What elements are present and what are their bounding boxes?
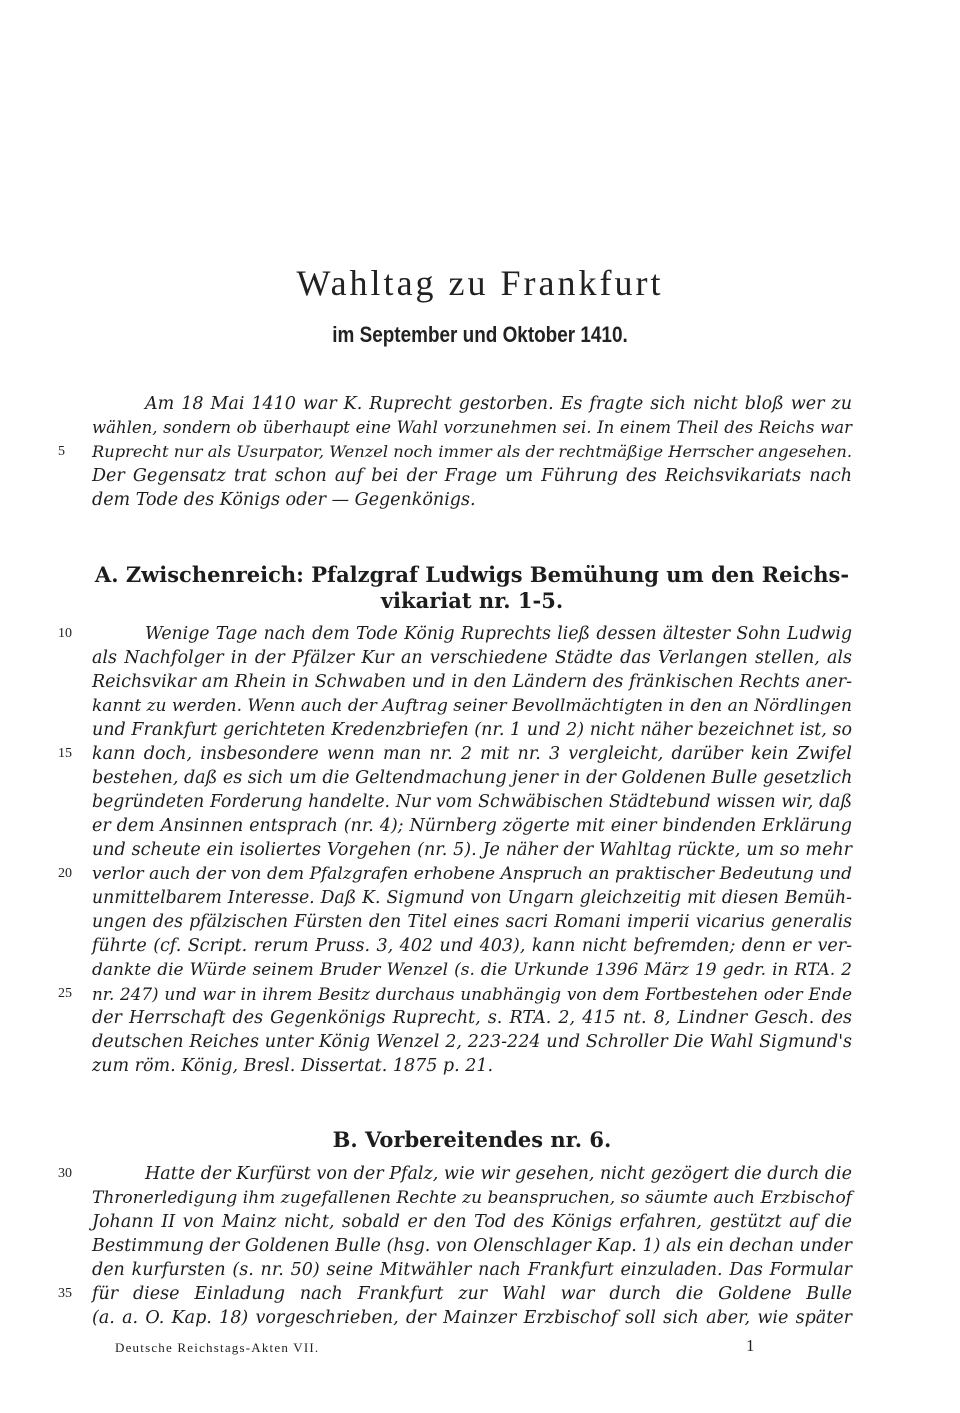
text-line: und Frankfurt gerichteten Kredenzbriefen (nr. 1 und 2) nicht näher bezeichnet ist, so: [92, 720, 852, 740]
text-line: für diese Einladung nach Frankfurt zur Wahl war durch die Goldene Bulle: [92, 1284, 852, 1304]
text-line: Bestimmung der Goldenen Bulle (hsg. von Olenschlager Kap. 1) als ein dechan under: [92, 1236, 852, 1256]
text-line: dankte die Würde seinem Bruder Wenzel (s. die Urkunde 1396 März 19 gedr. in RTA. 2: [92, 960, 852, 980]
line-number: 10: [58, 626, 72, 641]
text-line: deutschen Reiches unter König Wenzel 2, 223-224 und Schroller Die Wahl Sigmund's: [92, 1032, 852, 1052]
text-line: Thronerledigung ihm zugefallenen Rechte zu beanspruchen, so säumte auch Erzbischof: [92, 1188, 852, 1208]
line-number: 25: [58, 986, 72, 1001]
line-number: 5: [58, 444, 65, 459]
text-line: Hatte der Kurfürst von der Pfalz, wie wir gesehen, nicht gezögert die durch die: [145, 1164, 852, 1184]
page-subtitle: im September und Oktober 1410.: [332, 322, 628, 347]
line-number: 20: [58, 866, 72, 881]
text-line: kannt zu werden. Wenn auch der Auftrag seiner Bevollmächtigten in den an Nördlingen: [92, 696, 852, 716]
text-line: begründeten Forderung handelte. Nur vom Schwäbischen Städtebund wissen wir, daß: [92, 792, 852, 812]
text-line: wählen, sondern ob überhaupt eine Wahl vorzunehmen sei. In einem Theil des Reichs war: [92, 418, 852, 437]
text-line: und scheute ein isoliertes Vorgehen (nr. 5). Je näher der Wahltag rückte, um so mehr: [92, 840, 852, 860]
text-line: Wenige Tage nach dem Tode König Ruprechts ließ dessen ältester Sohn Ludwig: [145, 624, 852, 644]
text-line: bestehen, daß es sich um die Geltendmachung jener in der Goldenen Bulle gesetzlich: [92, 768, 853, 788]
line-number: 15: [58, 746, 72, 761]
text-line: er dem Ansinnen entsprach (nr. 4); Nürnberg zögerte mit einer bindenden Erklärung: [92, 816, 852, 836]
text-line: verlor auch der von dem Pfalzgrafen erhobene Anspruch an praktischer Bedeutung und: [92, 864, 852, 884]
text-line: (a. a. O. Kap. 18) vorgeschrieben, der Mainzer Erzbischof soll sich aber, wie später: [92, 1308, 852, 1328]
footer-page-number: 1: [746, 1336, 755, 1355]
text-line: Ruprecht nur als Usurpator, Wenzel noch immer als der rechtmäßige Herrscher angesehen.: [92, 442, 852, 461]
footer-publication-title: Deutsche Reichstags-Akten VII.: [115, 1340, 320, 1355]
text-line: dem Tode des Königs oder — Gegenkönigs.: [92, 490, 476, 510]
text-line: Der Gegensatz trat schon auf bei der Frage um Führung des Reichsvikariats nach: [92, 466, 852, 486]
line-number: 30: [58, 1166, 72, 1181]
text-line: nr. 247) und war in ihrem Besitz durchaus unabhängig von dem Fortbestehen oder Ende: [92, 984, 852, 1004]
text-line: Reichsvikar am Rhein in Schwaben und in den Ländern des fränkischen Rechts aner-: [92, 672, 852, 692]
text-line: zum röm. König, Bresl. Dissertat. 1875 p. 21.: [92, 1056, 494, 1076]
line-number: 35: [58, 1286, 72, 1301]
text-line: der Herrschaft des Gegenkönigs Ruprecht, s. RTA. 2, 415 nt. 8, Lindner Gesch. des: [92, 1008, 852, 1028]
text-line: führte (cf. Script. rerum Pruss. 3, 402 und 403), kann nicht befremden; denn er ver-: [92, 936, 852, 956]
section-heading-b: B. Vorbereitendes nr. 6.: [332, 1127, 612, 1152]
text-line: Am 18 Mai 1410 war K. Ruprecht gestorben. Es fragte sich nicht bloß wer zu: [145, 394, 852, 414]
text-line: den kurfursten (s. nr. 50) seine Mitwähler nach Frankfurt einzuladen. Das Formular: [92, 1260, 852, 1280]
page-title: Wahltag zu Frankfurt: [296, 263, 664, 303]
text-line: als Nachfolger in der Pfälzer Kur an verschiedene Städte das Verlangen stellen, als: [92, 648, 852, 668]
section-heading-a: A. Zwischenreich: Pfalzgraf Ludwigs Bemühung um den Reichs-: [94, 562, 850, 587]
text-line: unmittelbarem Interesse. Daß K. Sigmund von Ungarn gleichzeitig mit diesen Bemüh-: [92, 888, 852, 908]
text-line: kann doch, insbesondere wenn man nr. 2 mit nr. 3 vergleicht, darüber kein Zwifel: [92, 744, 852, 764]
section-heading-a-continued: vikariat nr. 1-5.: [380, 588, 564, 613]
text-line: ungen des pfälzischen Fürsten den Titel eines sacri Romani imperii vicarius generalis: [92, 912, 852, 932]
text-line: Johann II von Mainz nicht, sobald er den Tod des Königs erfahren, gestützt auf die: [92, 1212, 852, 1232]
